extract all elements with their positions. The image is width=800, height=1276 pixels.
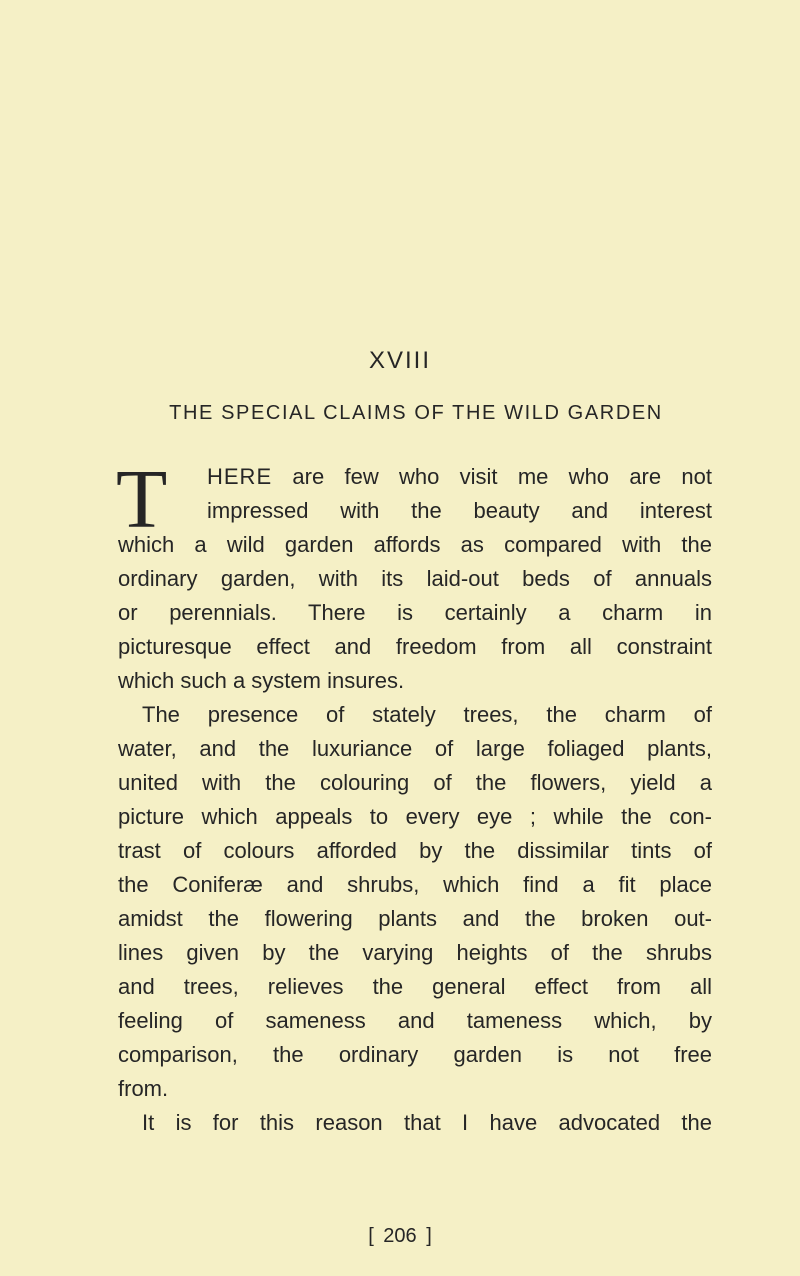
paragraph-2-line-4: picture which appeals to every eye ; while the con-: [118, 804, 712, 829]
paragraph-1-line-4: ordinary garden, with its laid-out beds of annuals: [118, 566, 712, 591]
chapter-title: THE SPECIAL CLAIMS OF THE WILD GARDEN: [169, 402, 663, 424]
paragraph-1-line-7: which such a system insures.: [118, 668, 405, 693]
paragraph-1-line-5: or perennials. There is certainly a charm in: [118, 600, 712, 625]
paragraph-2-line-8: lines given by the varying heights of the shrubs: [118, 940, 712, 965]
paragraph-3-line-1: It is for this reason that I have advocated the: [142, 1110, 712, 1135]
paragraph-1-line-2: impressed with the beauty and interest: [207, 498, 712, 523]
drop-cap: T: [116, 453, 168, 546]
paragraph-2-line-2: water, and the luxuriance of large foliaged plants,: [118, 736, 712, 761]
paragraph-1-line-6: picturesque effect and freedom from all constraint: [118, 634, 712, 659]
paragraph-2-line-1: The presence of stately trees, the charm of: [142, 702, 712, 727]
chapter-number: XVIII: [368, 347, 432, 374]
paragraph-2-line-11: comparison, the ordinary garden is not free: [118, 1042, 712, 1067]
paragraph-2-line-12: from.: [118, 1076, 169, 1101]
paragraph-2-line-6: the Coniferæ and shrubs, which find a fit place: [118, 872, 712, 897]
paragraph-2-line-5: trast of colours afforded by the dissimilar tints of: [118, 838, 712, 863]
opening-small-caps: HERE: [207, 464, 273, 489]
paragraph-1-line-1: [207, 460, 712, 494]
paragraph-2-line-10: feeling of sameness and tameness which, by: [118, 1008, 712, 1033]
paragraph-2-line-9: and trees, relieves the general effect from all: [118, 974, 712, 999]
paragraph-2-line-7: amidst the flowering plants and the broken out-: [118, 906, 712, 931]
page-number: [ 206 ]: [368, 1225, 432, 1247]
paragraph-2-line-3: united with the colouring of the flowers, yield a: [118, 770, 712, 795]
paragraph-1-line-1-text: are few who visit me who are not: [272, 464, 712, 489]
paragraph-1-line-3: which a wild garden affords as compared with the: [118, 532, 712, 557]
